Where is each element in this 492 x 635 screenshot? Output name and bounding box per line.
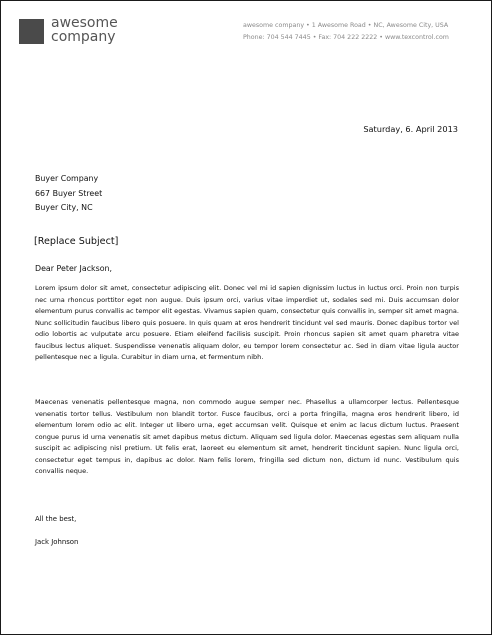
recipient-street: 667 Buyer Street xyxy=(35,188,103,198)
letter-salutation: Dear Peter Jackson, xyxy=(35,264,113,273)
body-paragraph-1: Lorem ipsum dolor sit amet, consectetur adipiscing elit. Donec vel mi id sapien dignissim luctus in luctus orci. Proin non turpis nec urna rhoncus porttitor eget non augue. Duis ipsum orci, varius vitae imperdiet ut, sodales sed mi. Duis accumsan dolor elementum purus convallis ac tempor elit egestas. Vivamus sapien quam, consectetur quis convallis in, semper sit amet magna. Nunc sollicitudin faucibus libero quis posuere. In quis quam at eros hendrerit tincidunt vel sed mauris. Donec dapibus tortor vel odio lobortis ac vulputate arcu posuere. Etiam eleifend facilisis suscipit. Proin rhoncus sapien sit amet quam pharetra vitae faucibus lectus aliquet. Suspendisse venenatis aliquam dolor, eu tempor lorem consectetur ac. Sed in diam vitae ligula auctor pellentesque nec a ligula. Curabitur in diam urna, et fermentum nibh. xyxy=(35,284,459,362)
recipient-city: Buyer City, NC xyxy=(35,203,93,213)
body-paragraph-2: Maecenas venenatis pellentesque magna, non commodo augue semper nec. Phasellus a ullamcorper lectus. Pellentesque venenatis tortor tellus. Vestibulum non blandit tortor. Fusce faucibus, orci a porta fringilla, magna eros hendrerit libero, id elementum lorem odio ac elit. Integer ut libero urna, eget accumsan velit. Quisque et enim ac lacus dictum luctus. Praesent congue purus id urna venenatis sit amet dapibus metus dictum. Aliquam sed ligula dolor. Maecenas egestas sem aliquam nulla suscipit ac adipiscing nisl pretium. Ut felis erat, laoreet eu elementum sit amet, hendrerit tincidunt sapien. Nunc ligula orci, consectetur eget tempus in, dapibus ac dolor. Nam felis lorem, fringilla sed dictum non, dictum id nunc. Vestibulum quis convallis neque. xyxy=(35,398,459,476)
letter-signature: Jack Johnson xyxy=(35,538,79,546)
company-contact-info xyxy=(243,20,461,44)
logo-square-icon xyxy=(19,19,44,44)
recipient-address xyxy=(35,172,102,216)
recipient-company: Buyer Company xyxy=(35,174,99,183)
letter-closing: All the best, xyxy=(35,515,77,523)
company-logo xyxy=(51,16,118,44)
company-phone-fax-web: Phone: 704 544 7445 • Fax: 704 222 2222 • www.texcontrol.com xyxy=(243,34,449,41)
letter-subject: [Replace Subject] xyxy=(34,236,119,247)
logo-line-2: company xyxy=(51,29,116,45)
logo-line-1: awesome xyxy=(51,15,118,31)
company-address: awesome company • 1 Awesome Road • NC, Awesome City, USA xyxy=(243,22,449,29)
letter-date: Saturday, 6. April 2013 xyxy=(363,124,458,134)
